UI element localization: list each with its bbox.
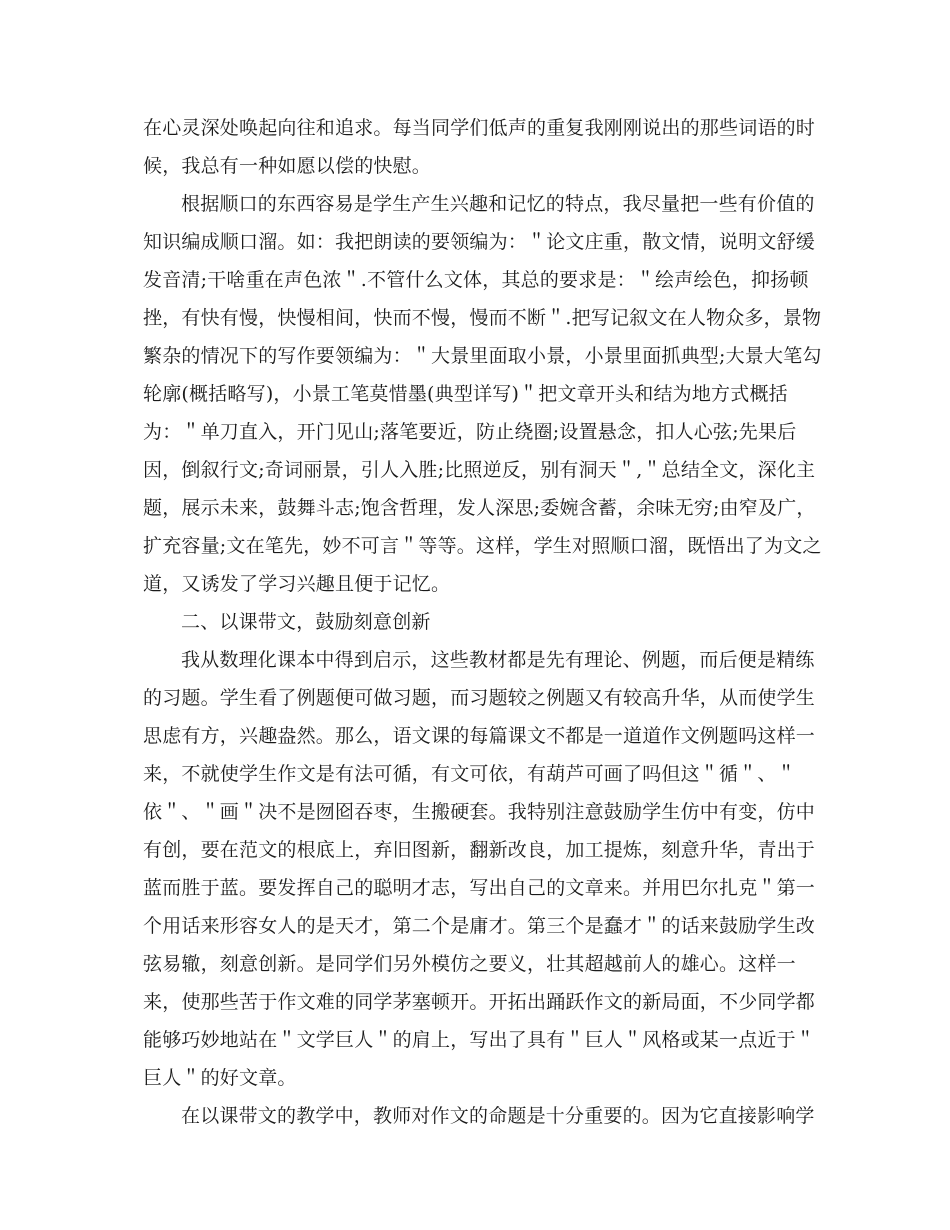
text-line: 扩充容量;文在笔先，妙不可言＂等等。这样，学生对照顺口溜，既悟出了为文之 — [143, 535, 822, 557]
text-line: 依＂、＂画＂决不是囫囵吞枣，生搬硬套。我特别注意鼓励学生仿中有变，仿中 — [143, 801, 816, 823]
text-line: 来，不就使学生作文是有法可循，有文可依，有葫芦可画了吗但这＂循＂、＂ — [143, 763, 796, 785]
section-heading: 二、以课带文，鼓励刻意创新 — [181, 611, 431, 633]
text-line: 能够巧妙地站在＂文学巨人＂的肩上，写出了具有＂巨人＂风格或某一点近于＂ — [143, 1029, 816, 1051]
text-line: 候，我总有一种如愿以偿的快慰。 — [143, 155, 432, 177]
text-line: 发音清;干啥重在声色浓＂.不管什么文体，其总的要求是：＂绘声绘色，抑扬顿 — [143, 269, 809, 291]
text-line: 有创，要在范文的根底上，弃旧图新，翻新改良，加工提炼，刻意升华，青出于 — [143, 839, 816, 861]
text-line: 来，使那些苦于作文难的同学茅塞顿开。开拓出踊跃作文的新局面，不少同学都 — [143, 991, 816, 1013]
text-line: 个用话来形容女人的是天才，第二个是庸才。第三个是蠢才＂的话来鼓励学生改 — [143, 915, 816, 937]
text-line: 我从数理化课本中得到启示，这些教材都是先有理论、例题，而后便是精练 — [181, 649, 815, 671]
text-line: 思虑有方，兴趣盎然。那么，语文课的每篇课文不都是一道道作文例题吗这样一 — [143, 725, 816, 747]
text-line: 弦易辙，刻意创新。是同学们另外模仿之要义，壮其超越前人的雄心。这样一 — [143, 953, 796, 975]
text-line: 蓝而胜于蓝。要发挥自己的聪明才志，写出自己的文章来。并用巴尔扎克＂第一 — [143, 877, 816, 899]
text-line: 在心灵深处唤起向往和追求。每当同学们低声的重复我刚刚说出的那些词语的时 — [143, 117, 816, 139]
text-line: 轮廓(概括略写)，小景工笔莫惜墨(典型详写)＂把文章开头和结为地方式概括 — [143, 383, 788, 405]
text-line: 因，倒叙行文;奇词丽景，引人入胜;比照逆反，别有洞天＂,＂总结全文，深化主 — [143, 459, 816, 481]
text-line: 知识编成顺口溜。如：我把朗读的要领编为：＂论文庄重，散文情，说明文舒缓 — [143, 231, 816, 253]
text-line: 在以课带文的教学中，教师对作文的命题是十分重要的。因为它直接影响学 — [181, 1105, 815, 1127]
text-line: 为：＂单刀直入，开门见山;落笔要近，防止绕圈;设置悬念，扣人心弦;先果后 — [143, 421, 797, 443]
text-line: 根据顺口的东西容易是学生产生兴趣和记忆的特点，我尽量把一些有价值的 — [181, 193, 815, 215]
text-line: 挫，有快有慢，快慢相间，快而不慢，慢而不断＂.把写记叙文在人物众多，景物 — [143, 307, 822, 329]
text-line: 巨人＂的好文章。 — [143, 1067, 297, 1089]
text-line: 题，展示未来，鼓舞斗志;饱含哲理，发人深思;委婉含蓄，余味无穷;由窄及广， — [143, 497, 816, 519]
text-line: 的习题。学生看了例题便可做习题，而习题较之例题又有较高升华，从而使学生 — [143, 687, 816, 709]
text-line: 道，又诱发了学习兴趣且便于记忆。 — [143, 573, 451, 595]
text-line: 繁杂的情况下的写作要领编为：＂大景里面取小景，小景里面抓典型;大景大笔勾 — [143, 345, 822, 367]
